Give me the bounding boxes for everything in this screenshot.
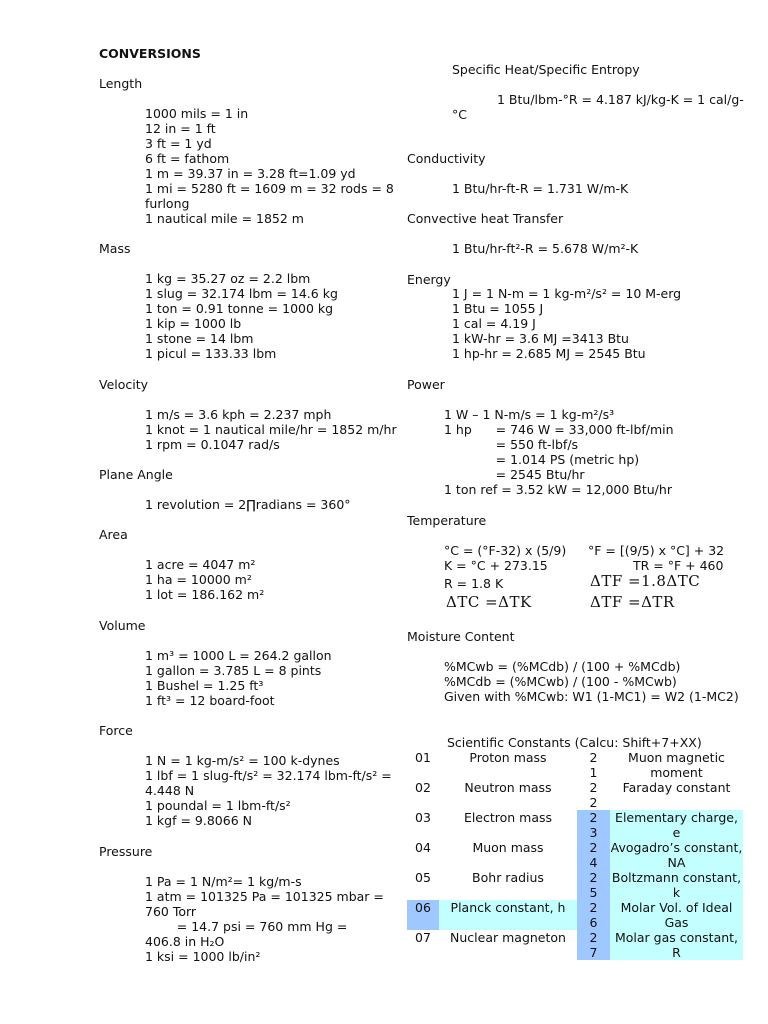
table-row (407, 870, 743, 900)
volume-line: 1 m³ = 1000 L = 264.2 gallon (145, 648, 332, 663)
power-line: 1 hp = 746 W = 33,000 ft-lbf/min (444, 422, 674, 437)
area-heading: Area (99, 527, 128, 542)
pressure-line: 1 Pa = 1 N/m²= 1 kg/m-s (145, 874, 302, 889)
convective-line: 1 Btu/hr-ft²-R = 5.678 W/m²-K (452, 241, 639, 256)
plane-angle-line: 1 revolution = 2∏radians = 360° (145, 497, 351, 512)
power-line: = 1.014 PS (metric hp) (444, 452, 640, 467)
mass-line: 1 picul = 133.33 lbm (145, 346, 277, 361)
force-line: 1 N = 1 kg-m/s² = 100 k-dynes (145, 753, 340, 768)
pressure-line: = 14.7 psi = 760 mm Hg = (145, 919, 348, 934)
area-line: 1 acre = 4047 m² (145, 557, 256, 572)
pressure-heading: Pressure (99, 844, 153, 859)
force-heading: Force (99, 723, 133, 738)
length-line: 6 ft = fathom (145, 151, 230, 166)
area-line: 1 ha = 10000 m² (145, 572, 252, 587)
const-num: 02 (415, 780, 431, 795)
energy-line: 1 kW-hr = 3.6 MJ =3413 Btu (452, 331, 629, 346)
page-title: CONVERSIONS (99, 46, 201, 61)
const-name: Muon mass (472, 840, 544, 855)
moisture-heading: Moisture Content (407, 629, 515, 644)
const-name: Nuclear magneton (450, 930, 566, 945)
const-code: 2 4 (577, 840, 610, 870)
temp-k-formula: K = °C + 273.15 (444, 558, 548, 573)
table-row (407, 900, 743, 930)
volume-heading: Volume (99, 618, 146, 633)
const-name-2: Molar gas constant, R (610, 930, 743, 960)
const-num: 05 (415, 870, 431, 885)
volume-line: 1 gallon = 3.785 L = 8 pints (145, 663, 322, 678)
table-row (407, 930, 743, 960)
const-name-2: Faraday constant (622, 780, 731, 795)
const-num: 07 (415, 930, 431, 945)
length-line: 1 nautical mile = 1852 m (145, 211, 304, 226)
specific-heat-line: 1 Btu/lbm-°R = 4.187 kJ/kg-K = 1 cal/g- (497, 92, 744, 107)
const-num: 03 (415, 810, 431, 825)
force-line: 1 lbf = 1 slug-ft/s² = 32.174 lbm-ft/s² = (145, 768, 392, 783)
temp-f-formula: °F = [(9/5) x °C] + 32 (588, 543, 725, 558)
length-line: 1000 mils = 1 in (145, 106, 249, 121)
const-code: 2 7 (577, 930, 610, 960)
power-heading: Power (407, 377, 445, 392)
table-row (407, 840, 743, 870)
const-name: Electron mass (463, 810, 553, 825)
convective-heading: Convective heat Transfer (407, 211, 564, 226)
table-row (407, 750, 743, 780)
temp-delta-fr: ΔTF =ΔTR (590, 593, 675, 611)
velocity-line: 1 m/s = 3.6 kph = 2.237 mph (145, 407, 332, 422)
energy-line: 1 hp-hr = 2.685 MJ = 2545 Btu (452, 346, 646, 361)
length-line: 1 mi = 5280 ft = 1609 m = 32 rods = 8 (145, 181, 394, 196)
pressure-line: 1 ksi = 1000 lb/in² (145, 949, 261, 964)
mass-line: 1 slug = 32.174 lbm = 14.6 kg (145, 286, 338, 301)
temp-r-formula: TR = °F + 460 (633, 558, 724, 573)
energy-line: 1 Btu = 1055 J (452, 301, 544, 316)
const-name-2: Avogadro’s constant, NA (610, 840, 743, 870)
force-line: 1 kgf = 9.8066 N (145, 813, 252, 828)
moisture-line: %MCwb = (%MCdb) / (100 + %MCdb) (444, 659, 681, 674)
const-name-2: Elementary charge, e (610, 810, 743, 840)
velocity-line: 1 knot = 1 nautical mile/hr = 1852 m/hr (145, 422, 397, 437)
const-name: Neutron mass (464, 780, 552, 795)
mass-line: 1 kip = 1000 lb (145, 316, 242, 331)
pressure-line: 1 atm = 101325 Pa = 101325 mbar = (145, 889, 384, 904)
conductivity-heading: Conductivity (407, 151, 486, 166)
temp-delta-c: ΔTC =ΔTK (446, 593, 532, 611)
table-row (407, 810, 743, 840)
power-line: = 550 ft-lbf/s (444, 437, 579, 452)
velocity-line: 1 rpm = 0.1047 rad/s (145, 437, 280, 452)
const-name: Planck constant, h (439, 900, 577, 930)
temperature-heading: Temperature (407, 513, 487, 528)
mass-heading: Mass (99, 241, 131, 256)
length-line: 12 in = 1 ft (145, 121, 216, 136)
mass-line: 1 ton = 0.91 tonne = 1000 kg (145, 301, 334, 316)
volume-line: 1 Bushel = 1.25 ft³ (145, 678, 264, 693)
mass-line: 1 stone = 14 lbm (145, 331, 254, 346)
const-name-2: Molar Vol. of Ideal Gas (610, 900, 743, 930)
conductivity-line: 1 Btu/hr-ft-R = 1.731 W/m-K (452, 181, 629, 196)
energy-heading: Energy (407, 272, 451, 287)
const-name-2: Muon magnetic moment (628, 750, 725, 780)
const-name-2: Boltzmann constant, k (611, 870, 742, 900)
force-line: 1 poundal = 1 lbm-ft/s² (145, 798, 291, 813)
velocity-heading: Velocity (99, 377, 149, 392)
table-row (407, 780, 743, 810)
length-heading: Length (99, 76, 143, 91)
temp-rk-formula: R = 1.8 K (444, 576, 504, 591)
const-num: 01 (415, 750, 431, 765)
constants-heading: Scientific Constants (Calcu: Shift+7+XX) (447, 735, 702, 750)
const-code: 2 3 (577, 810, 610, 840)
force-line: 4.448 N (145, 783, 195, 798)
energy-line: 1 J = 1 N-m = 1 kg-m²/s² = 10 M-erg (452, 286, 682, 301)
length-line: 3 ft = 1 yd (145, 136, 212, 151)
power-line: 1 ton ref = 3.52 kW = 12,000 Btu/hr (444, 482, 672, 497)
specific-heat-heading: Specific Heat/Specific Entropy (452, 62, 640, 77)
const-name: Proton mass (469, 750, 547, 765)
plane-angle-heading: Plane Angle (99, 467, 173, 482)
const-name: Bohr radius (472, 870, 544, 885)
const-num: 06 (407, 900, 439, 930)
area-line: 1 lot = 186.162 m² (145, 587, 265, 602)
pressure-line: 760 Torr (145, 904, 197, 919)
temp-delta-f: ΔTF =1.8ΔTC (590, 572, 701, 590)
power-line: 1 W – 1 N-m/s = 1 kg-m²/s³ (444, 407, 615, 422)
moisture-line: Given with %MCwb: W1 (1-MC1) = W2 (1-MC2) (444, 689, 739, 704)
const-code: 2 5 (577, 870, 610, 900)
mass-line: 1 kg = 35.27 oz = 2.2 lbm (145, 271, 311, 286)
specific-heat-line: °C (452, 107, 467, 122)
temp-c-formula: °C = (°F-32) x (5/9) (444, 543, 567, 558)
moisture-line: %MCdb = (%MCwb) / (100 - %MCwb) (444, 674, 677, 689)
power-line: = 2545 Btu/hr (444, 467, 585, 482)
volume-line: 1 ft³ = 12 board-foot (145, 693, 275, 708)
length-line: furlong (145, 196, 190, 211)
pressure-line: 406.8 in H₂O (145, 934, 225, 949)
energy-line: 1 cal = 4.19 J (452, 316, 536, 331)
const-num: 04 (415, 840, 431, 855)
const-code: 2 2 (589, 780, 598, 810)
const-code: 2 6 (577, 900, 610, 930)
length-line: 1 m = 39.37 in = 3.28 ft=1.09 yd (145, 166, 356, 181)
const-code: 2 1 (589, 750, 598, 780)
